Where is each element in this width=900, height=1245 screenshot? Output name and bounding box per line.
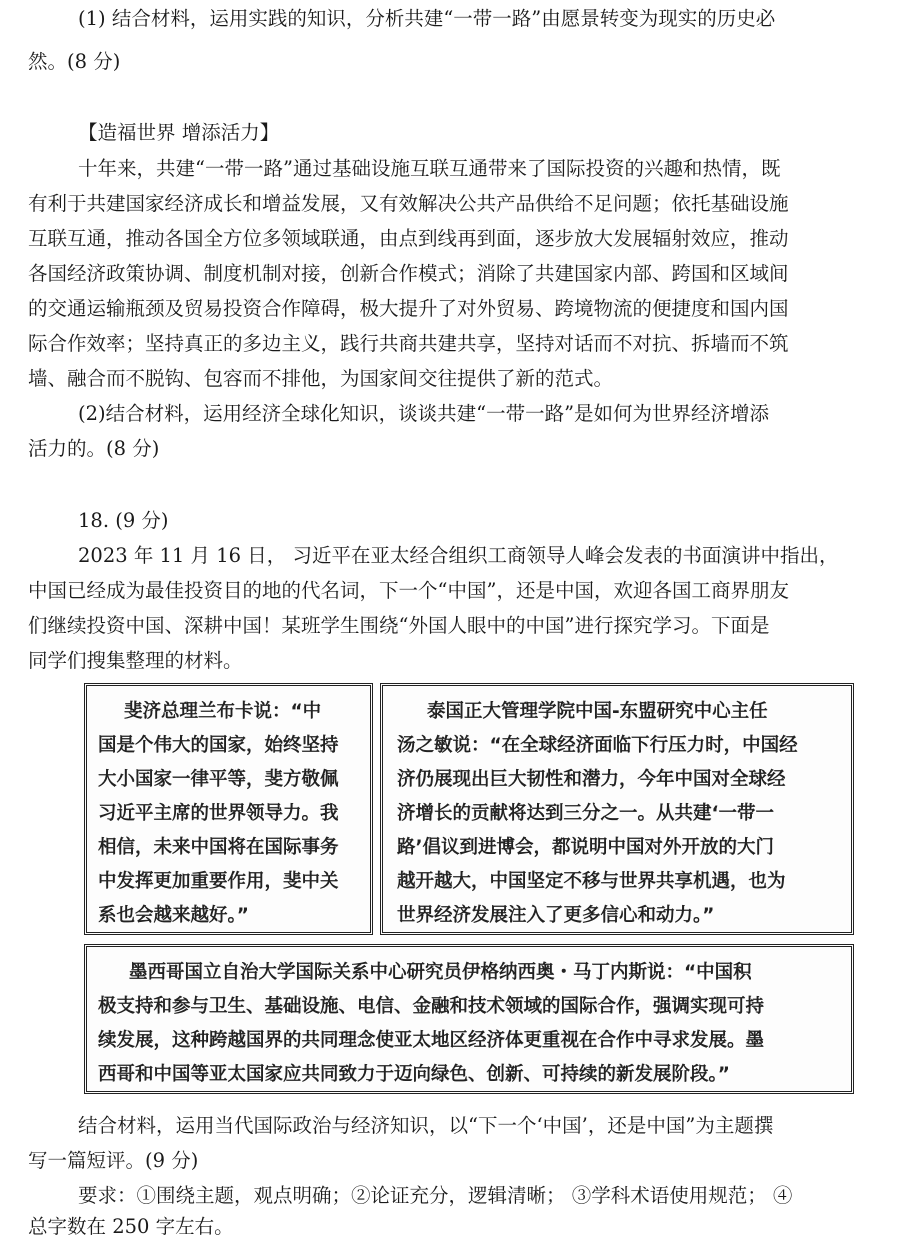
quote-box-thailand — [380, 683, 854, 935]
box1-line-5: 相信，未来中国将在国际事务 — [98, 837, 339, 858]
box2-line-3: 济仍展现出巨大韧性和潜力，今年中国对全球经 — [397, 769, 786, 790]
q18-task-line-2: 写一篇短评。(9 分) — [28, 1149, 199, 1172]
q18-intro-line-3: 们继续投资中国、深耕中国！某班学生围绕“外国人眼中的中国”进行探究学习。下面是 — [28, 614, 770, 637]
box3-line-3: 续发展，这种跨越国界的共同理念使亚太地区经济体更重视在合作中寻求发展。墨 — [98, 1030, 765, 1051]
material-line-5: 的交通运输瓶颈及贸易投资合作障碍，极大提升了对外贸易、跨境物流的便捷度和国内国 — [28, 297, 789, 320]
quote-box-mexico — [84, 944, 854, 1094]
box1-line-6: 中发挥更加重要作用，斐中关 — [98, 871, 339, 892]
box2-line-5: 路’倡议到进博会，都说明中国对外开放的大门 — [397, 837, 775, 858]
material-line-3: 互联互通，推动各国全方位多领域联通，由点到线再到面，逐步放大发展辐射效应，推动 — [28, 227, 789, 250]
box2-line-7: 世界经济发展注入了更多信心和动力。” — [397, 905, 715, 926]
box2-line-1: 泰国正大管理学院中国-东盟研究中心主任 — [427, 701, 768, 722]
q17-part2-line-2: 活力的。(8 分) — [28, 437, 160, 460]
q17-part2-line-1: (2)结合材料，运用经济全球化知识，谈谈共建“一带一路”是如何为世界经济增添 — [78, 402, 770, 425]
box3-line-4: 西哥和中国等亚太国家应共同致力于迈向绿色、创新、可持续的新发展阶段。” — [98, 1064, 730, 1085]
q18-intro-line-4: 同学们搜集整理的材料。 — [28, 649, 243, 672]
box2-line-4: 济增长的贡献将达到三分之一。从共建‘一带一 — [397, 803, 775, 824]
material-line-2: 有利于共建国家经济成长和增益发展，又有效解决公共产品供给不足问题；依托基础设施 — [28, 192, 789, 215]
material-line-6: 际合作效率；坚持真正的多边主义，践行共商共建共享，坚持对话而不对抗、拆墙而不筑 — [28, 332, 789, 355]
box1-line-7: 系也会越来越好。” — [98, 905, 249, 926]
material-line-1: 十年来，共建“一带一路”通过基础设施互联互通带来了国际投资的兴趣和热情，既 — [78, 157, 781, 180]
q18-intro-line-2: 中国已经成为最佳投资目的地的代名词，下一个“中国”，还是中国，欢迎各国工商界朋友 — [28, 579, 789, 602]
box1-line-2: 国是个伟大的国家，始终坚持 — [98, 735, 339, 756]
q17-part1-line-2: 然。(8 分) — [28, 50, 121, 73]
box3-line-2: 极支持和参与卫生、基础设施、电信、金融和技术领域的国际合作，强调实现可持 — [98, 996, 765, 1017]
material-line-7: 墙、融合而不脱钩、包容而不排他，为国家间交往提供了新的范式。 — [28, 367, 614, 390]
material-line-4: 各国经济政策协调、制度机制对接，创新合作模式；消除了共建国家内部、跨国和区域间 — [28, 262, 789, 285]
box3-line-1: 墨西哥国立自治大学国际关系中心研究员伊格纳西奥・马丁内斯说：“中国积 — [129, 962, 752, 983]
q18-requirement-line-1: 要求：①围绕主题，观点明确；②论证充分，逻辑清晰； ③学科术语使用规范； ④ — [78, 1184, 793, 1207]
quote-box-fiji — [84, 683, 373, 935]
q18-task-line-1: 结合材料，运用当代国际政治与经济知识，以“下一个‘中国’，还是中国”为主题撰 — [78, 1114, 774, 1137]
section-heading: 【造福世界 增添活力】 — [78, 121, 280, 144]
q18-number: 18. (9 分) — [78, 509, 169, 532]
box1-line-3: 大小国家一律平等，斐方敬佩 — [98, 769, 339, 790]
q17-part1-line-1: (1) 结合材料，运用实践的知识，分析共建“一带一路”由愿景转变为现实的历史必 — [78, 7, 776, 30]
box1-line-4: 习近平主席的世界领导力。我 — [98, 803, 339, 824]
q18-intro-line-1: 2023 年 11 月 16 日， 习近平在亚太经合组织工商领导人峰会发表的书面演讲中指出， — [78, 544, 839, 567]
q18-requirement-line-2: 总字数在 250 字左右。 — [28, 1215, 234, 1238]
box2-line-6: 越开越大，中国坚定不移与世界共享机遇，也为 — [397, 871, 786, 892]
box1-line-1: 斐济总理兰布卡说：“中 — [124, 701, 322, 722]
box2-line-2: 汤之敏说：“在全球经济面临下行压力时，中国经 — [397, 735, 798, 756]
